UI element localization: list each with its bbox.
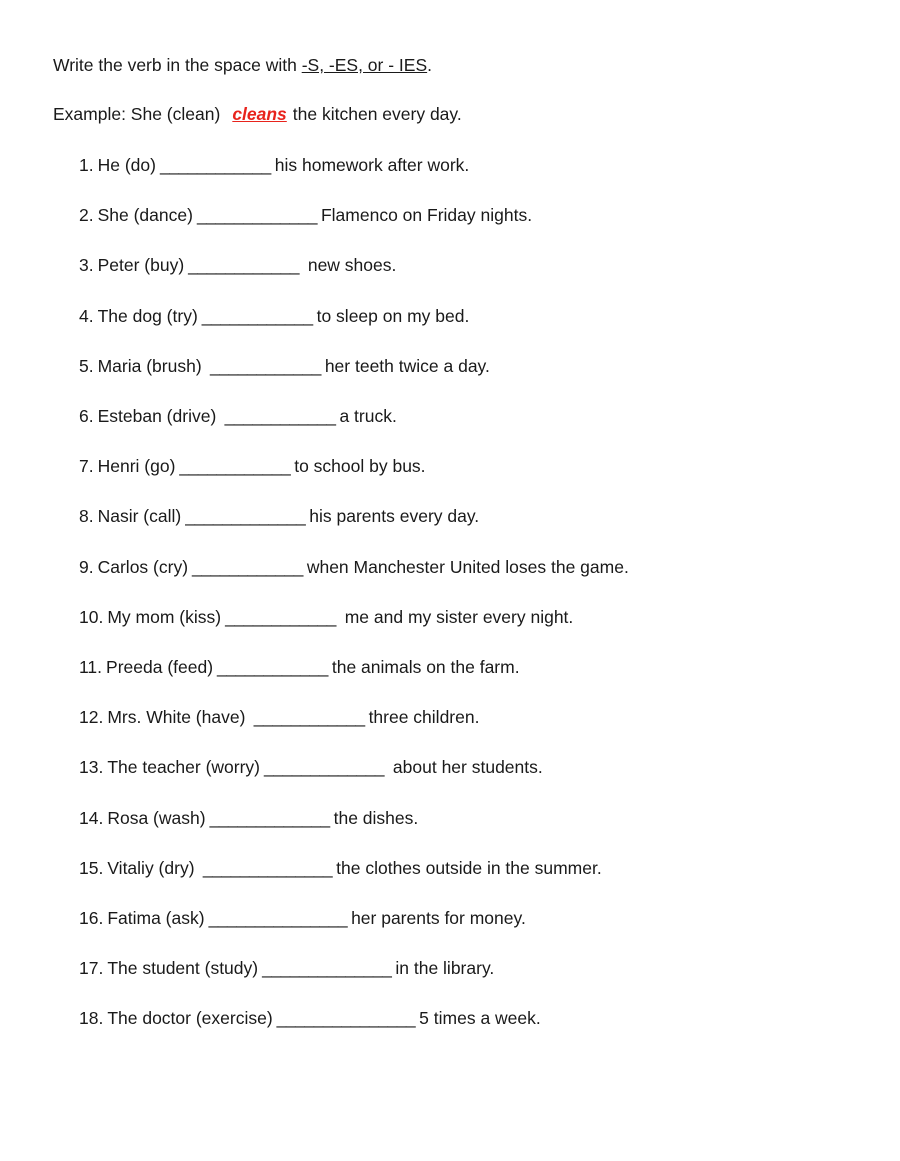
item-number: 17. — [79, 958, 104, 979]
item-prompt: She (dance) — [97, 205, 193, 226]
item-number: 8. — [79, 506, 94, 527]
exercise-item — [79, 705, 479, 729]
answer-blank[interactable]: _____________ — [209, 807, 330, 828]
item-number: 14. — [79, 807, 104, 828]
answer-blank[interactable]: _____________ — [264, 757, 385, 778]
answer-blank[interactable]: _____________ — [196, 205, 317, 226]
item-rest: to school by bus. — [294, 456, 426, 477]
item-prompt: Carlos (cry) — [97, 556, 189, 577]
item-rest: Flamenco on Friday nights. — [320, 205, 533, 226]
item-number: 2. — [79, 205, 94, 226]
answer-blank[interactable]: ____________ — [205, 355, 321, 376]
answer-blank[interactable]: _______________ — [276, 1008, 416, 1029]
item-number: 7. — [79, 456, 94, 477]
item-rest: when Manchester United loses the game. — [306, 556, 629, 577]
item-rest: me and my sister every night. — [339, 606, 574, 627]
exercise-item — [79, 404, 397, 428]
answer-blank[interactable]: ______________ — [262, 958, 392, 979]
item-rest: about her students. — [388, 757, 543, 778]
item-prompt: Esteban (drive) — [97, 406, 217, 426]
answer-blank[interactable]: ____________ — [217, 657, 328, 677]
exercise-item — [79, 906, 526, 930]
item-prompt: Rosa (wash) — [107, 807, 206, 828]
item-rest: the animals on the farm. — [331, 657, 520, 677]
instruction-text: Write the verb in the space with — [53, 55, 302, 75]
example-answer: cleans — [232, 104, 287, 124]
item-prompt: My mom (kiss) — [107, 606, 222, 627]
exercise-item — [79, 454, 426, 478]
item-rest: three children. — [368, 707, 480, 728]
instruction-endings: -S, -ES, or - IES — [301, 55, 428, 75]
item-prompt: Peter (buy) — [97, 255, 185, 276]
answer-blank[interactable]: ____________ — [179, 456, 291, 477]
item-number: 3. — [79, 255, 94, 276]
item-rest: the dishes. — [333, 807, 419, 828]
item-rest: in the library. — [395, 958, 495, 979]
item-prompt: The doctor (exercise) — [107, 1008, 273, 1029]
answer-blank[interactable]: _____________ — [185, 506, 306, 527]
item-prompt: The student (study) — [107, 958, 259, 979]
item-number: 4. — [79, 305, 94, 326]
exercise-item — [79, 304, 469, 328]
exercise-item — [79, 203, 532, 227]
item-number: 15. — [79, 857, 104, 878]
exercise-item — [79, 655, 520, 679]
item-prompt: Preeda (feed) — [106, 657, 214, 677]
exercise-item — [79, 806, 418, 830]
item-rest: to sleep on my bed. — [316, 305, 470, 326]
answer-blank[interactable]: ____________ — [220, 406, 336, 426]
item-prompt: Maria (brush) — [97, 355, 202, 376]
exercise-item — [79, 1006, 541, 1030]
item-rest: her teeth twice a day. — [324, 355, 490, 376]
instruction-period: . — [427, 55, 433, 75]
item-number: 11. — [79, 657, 103, 677]
item-prompt: Nasir (call) — [97, 506, 182, 527]
item-rest: his homework after work. — [274, 155, 470, 175]
item-number: 16. — [79, 908, 104, 928]
item-rest: his parents every day. — [309, 506, 480, 527]
item-prompt: He (do) — [97, 155, 156, 175]
exercise-item — [79, 555, 629, 579]
item-rest: new shoes. — [302, 255, 397, 276]
exercise-item — [79, 153, 469, 177]
item-rest: a truck. — [339, 406, 397, 426]
item-rest: her parents for money. — [351, 908, 526, 928]
answer-blank[interactable]: ____________ — [159, 155, 271, 175]
exercise-item — [79, 856, 602, 880]
answer-blank[interactable]: ____________ — [249, 707, 365, 728]
item-number: 18. — [79, 1008, 104, 1029]
answer-blank[interactable]: ____________ — [201, 305, 313, 326]
item-number: 10. — [79, 606, 104, 627]
item-number: 12. — [79, 707, 104, 728]
example-prompt: Example: She (clean) — [53, 104, 221, 124]
answer-blank[interactable]: _______________ — [208, 908, 348, 928]
item-number: 5. — [79, 355, 94, 376]
exercise-item — [79, 354, 490, 378]
item-rest: the clothes outside in the summer. — [336, 857, 602, 878]
item-prompt: The dog (try) — [97, 305, 198, 326]
answer-blank[interactable]: ______________ — [198, 857, 333, 878]
item-prompt: The teacher (worry) — [107, 757, 261, 778]
item-number: 1. — [79, 155, 94, 175]
answer-blank[interactable]: ____________ — [225, 606, 336, 627]
example-line — [53, 104, 462, 125]
item-prompt: Henri (go) — [97, 456, 176, 477]
exercise-item — [79, 605, 573, 629]
item-prompt: Vitaliy (dry) — [107, 857, 195, 878]
exercise-item — [79, 755, 543, 779]
item-number: 6. — [79, 406, 94, 426]
item-rest: 5 times a week. — [419, 1008, 541, 1029]
item-prompt: Fatima (ask) — [107, 908, 205, 928]
answer-blank[interactable]: ____________ — [188, 255, 299, 276]
instruction-line — [53, 55, 432, 76]
item-prompt: Mrs. White (have) — [107, 707, 246, 728]
item-number: 9. — [79, 556, 94, 577]
exercise-item — [79, 504, 479, 528]
example-rest: the kitchen every day. — [292, 104, 462, 124]
item-number: 13. — [79, 757, 104, 778]
answer-blank[interactable]: ____________ — [192, 556, 303, 577]
exercise-item — [79, 253, 396, 277]
exercise-item — [79, 956, 494, 980]
